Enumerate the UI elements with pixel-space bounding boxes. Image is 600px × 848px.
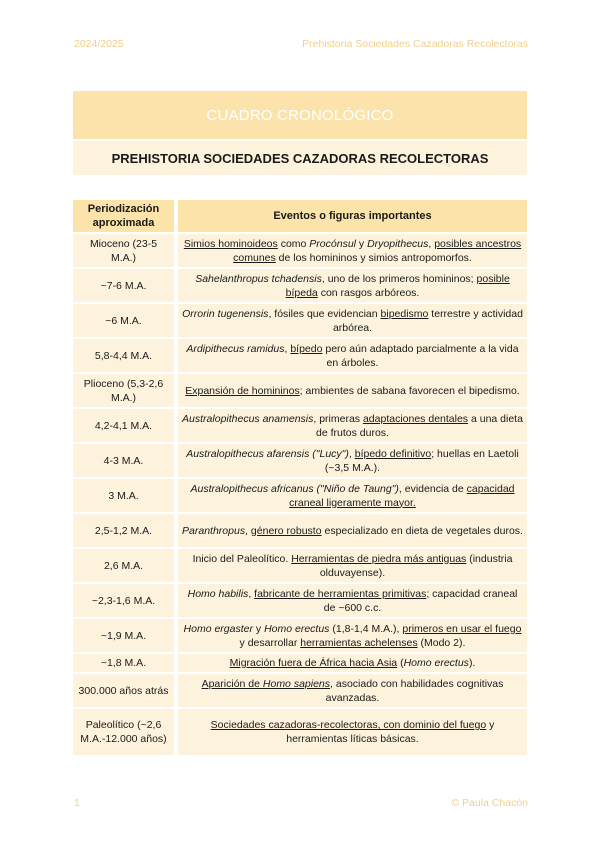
event-text: Australopithecus africanus ("Niño de Taung") <box>190 482 399 495</box>
event-text: género robusto <box>250 524 322 537</box>
period-cell: ~1,9 M.A. <box>73 619 178 652</box>
table-row <box>73 269 527 302</box>
period-cell: Plioceno (5,3-2,6 M.A.) <box>73 374 178 407</box>
event-text: terrestre y actividad arbórea. <box>332 307 523 334</box>
table-row <box>73 549 527 582</box>
event-text: Homo erectus <box>403 657 469 669</box>
event-text: y <box>252 622 265 635</box>
event-cell <box>178 654 527 672</box>
period-cell: 2,6 M.A. <box>73 549 178 582</box>
event-text: Dryopithecus <box>367 237 429 250</box>
table-row <box>73 234 527 267</box>
event-text: bipedismo <box>380 307 429 320</box>
event-cell <box>178 619 527 652</box>
event-text: bípedo definitivo <box>354 447 432 460</box>
event-text: ; ambientes de sabana favorecen el bipedismo. <box>299 384 520 397</box>
event-text: Homo habilis <box>187 587 249 600</box>
table-row <box>73 339 527 372</box>
event-text: herramientas achelenses <box>300 636 418 649</box>
event-cell <box>178 409 527 442</box>
header-year: 2024/2025 <box>74 38 124 50</box>
event-text: Sahelanthropus tchadensis <box>195 272 322 285</box>
event-text: , uno de los primeros homininos; <box>321 272 477 285</box>
event-cell <box>178 304 527 337</box>
event-text: a una dieta de frutos duros. <box>316 412 523 439</box>
table-row <box>73 409 527 442</box>
table-row <box>73 479 527 512</box>
event-text: , <box>248 587 255 600</box>
table-row <box>73 444 527 477</box>
event-text: fabricante de herramientas primitivas <box>254 587 427 600</box>
event-text: , asociado con habilidades cognitivas avanzadas. <box>325 677 504 704</box>
event-cell <box>178 444 527 477</box>
table-row <box>73 304 527 337</box>
event-text: ; capacidad craneal de ~600 c.c. <box>323 587 518 614</box>
event-cell <box>178 234 527 267</box>
event-text: ( <box>397 657 404 669</box>
period-cell: 4,2-4,1 M.A. <box>73 409 178 442</box>
period-cell: ~2,3-1,6 M.A. <box>73 584 178 617</box>
event-text: adaptaciones dentales <box>362 412 469 425</box>
column-header-events: Eventos o figuras importantes <box>178 200 527 232</box>
event-text: , primeras <box>313 412 363 425</box>
event-text: Simios hominoideos <box>183 237 278 250</box>
table-row <box>73 654 527 672</box>
period-cell: 300.000 años atrás <box>73 674 178 707</box>
page-subtitle: PREHISTORIA SOCIEDADES CAZADORAS RECOLECTORAS <box>73 141 527 175</box>
event-text: Homo sapiens <box>262 677 331 690</box>
event-text: primeros en usar el fuego <box>402 622 522 635</box>
period-cell: Mioceno (23-5 M.A.) <box>73 234 178 267</box>
event-text: Paranthropus <box>182 524 246 537</box>
period-cell: 2,5-1,2 M.A. <box>73 514 178 547</box>
event-text: bípedo <box>290 342 323 355</box>
event-text: Homo erectus <box>264 622 330 635</box>
event-text: Aparición de <box>201 677 263 690</box>
event-text: Ardipithecus ramidus <box>186 342 285 355</box>
event-cell <box>178 709 527 755</box>
event-text: (industria olduvayense). <box>319 552 513 579</box>
event-text: (Modo 2). <box>417 636 466 649</box>
page-number: 1 <box>74 797 80 809</box>
event-cell <box>178 269 527 302</box>
event-text: Migración fuera de África hacia Asia <box>229 657 398 669</box>
table-body <box>73 234 527 755</box>
period-cell: ~1,8 M.A. <box>73 654 178 672</box>
event-text: especializado en dieta de vegetales duros. <box>321 524 523 537</box>
chronology-table <box>73 198 527 757</box>
event-text: Orrorin tugenensis <box>182 307 269 320</box>
event-cell <box>178 514 527 547</box>
table-header-row <box>73 200 527 232</box>
column-header-period: Periodización aproximada <box>73 200 178 232</box>
event-cell <box>178 584 527 617</box>
table-row <box>73 709 527 755</box>
event-text: con rasgos arbóreos. <box>317 286 420 299</box>
event-text: (1,8-1,4 M.A.), <box>329 622 403 635</box>
table-row <box>73 514 527 547</box>
event-text: ; huellas en Laetoli (~3,5 M.A.). <box>324 447 519 474</box>
event-text: , <box>428 237 435 250</box>
event-text: , fósiles que evidencian <box>268 307 381 320</box>
period-cell: ~7-6 M.A. <box>73 269 178 302</box>
event-text: de los homininos y simios antropomorfos. <box>275 251 472 264</box>
event-text: y desarrollar <box>239 636 301 649</box>
event-text: , <box>348 447 355 460</box>
table-row <box>73 374 527 407</box>
event-text: Herramientas de piedra más antiguas <box>291 552 467 565</box>
period-cell: 5,8-4,4 M.A. <box>73 339 178 372</box>
event-text: Australopithecus afarensis ("Lucy") <box>186 447 349 460</box>
event-text: , evidencia de <box>398 482 467 495</box>
event-text: y herramientas líticas básicas. <box>286 719 495 745</box>
event-cell <box>178 339 527 372</box>
event-text: , <box>245 524 251 537</box>
event-text: capacidad craneal ligeramente mayor. <box>289 482 515 509</box>
event-text: Procónsul <box>309 237 356 250</box>
table-row <box>73 584 527 617</box>
event-cell <box>178 374 527 407</box>
event-text: Sociedades cazadoras-recolectoras, con dominio del fuego <box>210 719 487 731</box>
event-text: , <box>284 342 291 355</box>
event-text: posible bípeda <box>285 272 510 299</box>
event-text: ). <box>468 657 476 669</box>
event-text: pero aún adaptado parcialmente a la vida en árboles. <box>322 342 519 369</box>
header-course: Prehistoria Sociedades Cazadoras Recolectoras <box>302 38 528 50</box>
event-text: Inicio del Paleolítico. <box>192 552 292 565</box>
event-text: posibles ancestros comunes <box>233 237 522 264</box>
banner-title: CUADRO CRONOLÓGICO <box>73 91 527 139</box>
table-row <box>73 674 527 707</box>
event-cell <box>178 674 527 707</box>
event-cell <box>178 549 527 582</box>
event-cell <box>178 479 527 512</box>
period-cell: ~6 M.A. <box>73 304 178 337</box>
event-text: Australopithecus anamensis <box>182 412 314 425</box>
table-row <box>73 619 527 652</box>
period-cell: 3 M.A. <box>73 479 178 512</box>
event-text: Expansión de homininos <box>185 384 300 397</box>
event-text: como <box>277 237 310 250</box>
event-text: y <box>356 237 368 250</box>
author-credit: © Paula Chacón <box>451 797 528 809</box>
period-cell: Paleolítico (~2,6 M.A.-12.000 años) <box>73 709 178 755</box>
period-cell: 4-3 M.A. <box>73 444 178 477</box>
event-text: Homo ergaster <box>183 622 253 635</box>
